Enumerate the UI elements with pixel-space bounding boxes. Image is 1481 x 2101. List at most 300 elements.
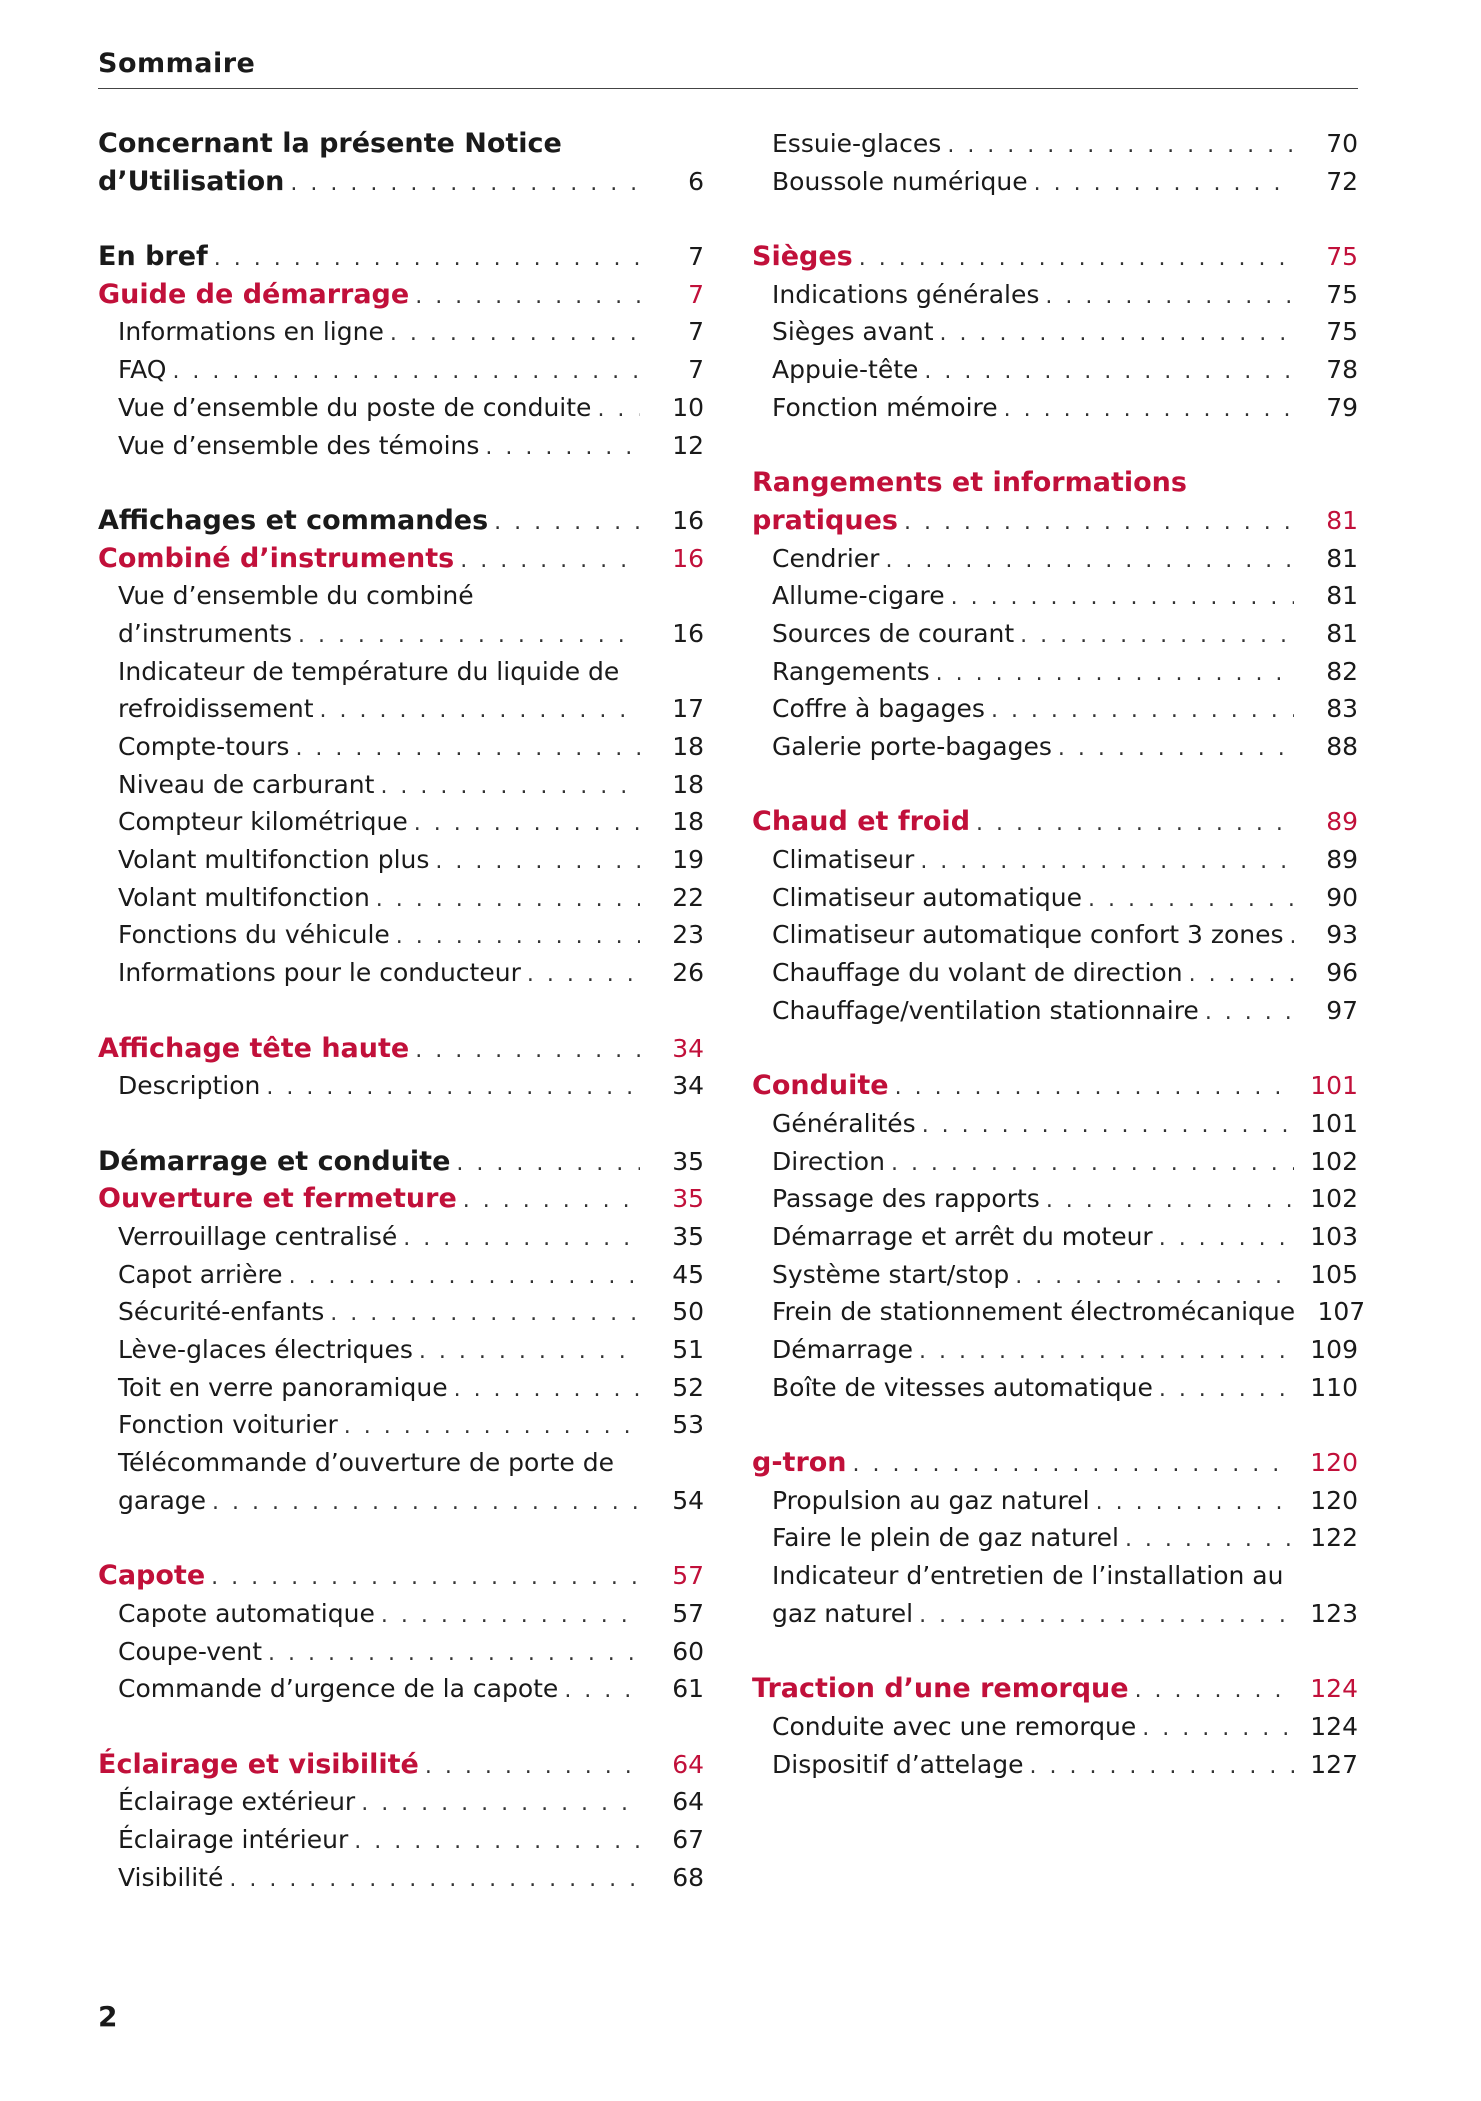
toc-entry-continued-concernant-la-presente-notice[interactable] xyxy=(98,125,704,163)
toc-page-number: 72 xyxy=(1326,166,1358,196)
dot-leader xyxy=(1088,881,1294,919)
dot-leader xyxy=(1046,1182,1294,1220)
toc-entry-continued-rangements-et-informations[interactable] xyxy=(752,464,1358,502)
dot-leader xyxy=(320,692,640,730)
toc-entry-conduite-avec-une-remorque[interactable] xyxy=(752,1708,1358,1746)
dot-leader xyxy=(895,1069,1294,1107)
toc-entry-label: Capote xyxy=(98,1560,206,1592)
toc-entry-eclairage-interieur[interactable] xyxy=(98,1821,704,1859)
dot-leader xyxy=(380,768,640,806)
toc-page-number: 105 xyxy=(1310,1259,1358,1289)
toc-entry-label: Climatiseur automatique xyxy=(772,882,1083,912)
toc-entry-label: Description xyxy=(118,1071,261,1101)
dot-leader xyxy=(435,843,640,881)
toc-entry-indications-generales[interactable] xyxy=(752,276,1358,314)
dot-leader xyxy=(494,504,640,542)
section-gap xyxy=(98,464,704,502)
toc-entry-faire-le-plein-de-gaz-naturel[interactable] xyxy=(752,1519,1358,1557)
toc-entry-passage-des-rapports[interactable] xyxy=(752,1180,1358,1218)
toc-entry-label: Chauffage/ventilation stationnaire xyxy=(772,995,1199,1025)
toc-entry-label: Conduite xyxy=(752,1070,889,1102)
dot-leader xyxy=(1159,1220,1294,1258)
toc-page-number: 50 xyxy=(672,1297,704,1327)
toc-page-number: 89 xyxy=(1326,845,1358,875)
toc-entry-demarrage-et-arret-du-moteur[interactable] xyxy=(752,1218,1358,1256)
toc-entry-volant-multifonction-plus[interactable] xyxy=(98,841,704,879)
dot-leader xyxy=(172,353,640,391)
toc-page-number: 16 xyxy=(672,505,704,535)
dot-leader xyxy=(456,1145,640,1183)
toc-entry-label: pratiques xyxy=(752,504,898,536)
toc-entry-label: g-tron xyxy=(752,1447,847,1479)
toc-entry-label: d’instruments xyxy=(118,618,292,648)
dot-leader xyxy=(1142,1710,1294,1748)
toc-entry-refroidissement[interactable] xyxy=(98,690,704,728)
toc-entry-en-bref[interactable] xyxy=(98,238,704,276)
toc-entry-label: Boussole numérique xyxy=(772,166,1028,196)
section-gap xyxy=(98,200,704,238)
toc-entry-label: Concernant la présente Notice xyxy=(98,128,562,159)
dot-leader xyxy=(891,1145,1294,1183)
toc-entry-label: Indications générales xyxy=(772,279,1040,309)
toc-entry-fonctions-du-vehicule[interactable] xyxy=(98,916,704,954)
toc-entry-chauffage-du-volant-de-direction[interactable] xyxy=(752,954,1358,992)
dot-leader xyxy=(1205,994,1294,1032)
toc-entry-label: Traction d’une remorque xyxy=(752,1673,1129,1705)
toc-page-number: 75 xyxy=(1326,242,1358,272)
toc-page-number: 123 xyxy=(1310,1598,1358,1628)
toc-page-number: 23 xyxy=(672,920,704,950)
toc-entry-g-tron[interactable] xyxy=(752,1444,1358,1482)
page-header-title: Sommaire xyxy=(98,48,256,79)
dot-leader xyxy=(415,278,640,316)
toc-entry-label: Éclairage et visibilité xyxy=(98,1748,419,1780)
toc-entry-ouverture-et-fermeture[interactable] xyxy=(98,1180,704,1218)
toc-page-number: 35 xyxy=(672,1184,704,1214)
toc-entry-dispositif-d-attelage[interactable] xyxy=(752,1746,1358,1784)
dot-leader xyxy=(460,542,640,580)
toc-entry-systeme-start-stop[interactable] xyxy=(752,1256,1358,1294)
toc-page-number: 67 xyxy=(672,1824,704,1854)
toc-entry-label: Guide de démarrage xyxy=(98,278,410,310)
toc-page-number: 79 xyxy=(1326,392,1358,422)
dot-leader xyxy=(924,353,1294,391)
dot-leader xyxy=(214,240,640,278)
toc-entry-label: Vue d’ensemble du poste de conduite xyxy=(118,392,592,422)
toc-entry-visibilite[interactable] xyxy=(98,1859,704,1897)
toc-entry-label: Sièges xyxy=(752,241,853,273)
toc-entry-coffre-a-bagages[interactable] xyxy=(752,690,1358,728)
dot-leader xyxy=(1290,918,1295,956)
toc-entry-eclairage-et-visibilite[interactable] xyxy=(98,1746,704,1784)
toc-page-number: 101 xyxy=(1310,1071,1358,1101)
dot-leader xyxy=(415,1032,640,1070)
toc-page-number: 51 xyxy=(672,1335,704,1364)
toc-page-number: 81 xyxy=(1326,618,1358,648)
dot-leader xyxy=(947,127,1294,165)
toc-entry-cendrier[interactable] xyxy=(752,540,1358,578)
toc-entry-label: Lève-glaces électriques xyxy=(118,1335,413,1364)
dot-leader xyxy=(268,1635,640,1673)
toc-entry-label: Fonction mémoire xyxy=(772,392,998,422)
toc-page-number: 64 xyxy=(672,1749,704,1779)
toc-entry-commande-d-urgence-de-la-capote[interactable] xyxy=(98,1670,704,1708)
dot-leader xyxy=(853,1446,1294,1484)
toc-entry-label: Faire le plein de gaz naturel xyxy=(772,1523,1119,1553)
toc-entry-generalites[interactable] xyxy=(752,1105,1358,1143)
dot-leader xyxy=(919,1333,1294,1371)
toc-entry-label: Propulsion au gaz naturel xyxy=(772,1485,1090,1515)
toc-entry-label: Vue d’ensemble du combiné xyxy=(118,581,474,611)
toc-page-number: 22 xyxy=(672,882,704,912)
dot-leader xyxy=(919,1597,1294,1635)
toc-entry-compte-tours[interactable] xyxy=(98,728,704,766)
dot-leader xyxy=(1125,1521,1294,1559)
toc-page-number: 34 xyxy=(672,1033,704,1063)
dot-leader xyxy=(1030,1748,1295,1786)
dot-leader xyxy=(991,692,1294,730)
section-gap xyxy=(98,1519,704,1557)
toc-page-number: 102 xyxy=(1310,1146,1358,1176)
dot-leader xyxy=(454,1371,640,1409)
toc-entry-informations-pour-le-conducteur[interactable] xyxy=(98,954,704,992)
toc-entry-label: Informations pour le conducteur xyxy=(118,958,521,988)
toc-entry-boussole-numerique[interactable] xyxy=(752,163,1358,201)
toc-entry-climatiseur[interactable] xyxy=(752,841,1358,879)
toc-page-number: 16 xyxy=(672,618,704,648)
toc-entry-capote-automatique[interactable] xyxy=(98,1595,704,1633)
toc-entry-boite-de-vitesses-automatique[interactable] xyxy=(752,1369,1358,1407)
toc-entry-label: Rangements xyxy=(772,656,930,686)
dot-leader xyxy=(1135,1672,1294,1710)
section-gap xyxy=(98,1708,704,1746)
section-gap xyxy=(752,766,1358,804)
toc-page-number: 120 xyxy=(1310,1485,1358,1515)
toc-entry-traction-d-une-remorque[interactable] xyxy=(752,1670,1358,1708)
dot-leader xyxy=(344,1408,640,1446)
toc-entry-climatiseur-automatique[interactable] xyxy=(752,879,1358,917)
toc-page-number: 12 xyxy=(672,430,704,460)
toc-entry-label: Passage des rapports xyxy=(772,1184,1040,1214)
dot-leader xyxy=(266,1069,640,1107)
toc-page-number: 7 xyxy=(688,279,704,309)
toc-page-number: 7 xyxy=(688,355,704,385)
dot-leader xyxy=(951,579,1294,617)
toc-entry-label: Informations en ligne xyxy=(118,317,384,347)
toc-entry-faq[interactable] xyxy=(98,351,704,389)
toc-entry-vue-d-ensemble-des-temoins[interactable] xyxy=(98,427,704,465)
toc-entry-d-instruments[interactable] xyxy=(98,615,704,653)
toc-column-left xyxy=(98,125,704,1896)
toc-entry-label: Visibilité xyxy=(118,1862,224,1892)
dot-leader xyxy=(564,1672,640,1710)
toc-page-number: 101 xyxy=(1310,1108,1358,1138)
page-number: 2 xyxy=(98,2000,118,2033)
toc-entry-combine-d-instruments[interactable] xyxy=(98,540,704,578)
toc-page-number: 90 xyxy=(1326,882,1358,912)
toc-entry-label: Éclairage extérieur xyxy=(118,1787,356,1817)
toc-entry-label: Ouverture et fermeture xyxy=(98,1183,457,1215)
toc-entry-label: Niveau de carburant xyxy=(118,769,375,799)
toc-entry-label: Sources de courant xyxy=(772,618,1015,648)
dot-leader xyxy=(485,429,640,467)
toc-entry-capote[interactable] xyxy=(98,1557,704,1595)
toc-entry-conduite[interactable] xyxy=(752,1067,1358,1105)
toc-entry-volant-multifonction[interactable] xyxy=(98,879,704,917)
toc-entry-toit-en-verre-panoramique[interactable] xyxy=(98,1369,704,1407)
toc-page-number: 88 xyxy=(1326,732,1358,761)
toc-entry-label: Fonctions du véhicule xyxy=(118,920,390,950)
toc-entry-label: Capot arrière xyxy=(118,1259,283,1289)
toc-entry-label: Compteur kilométrique xyxy=(118,807,408,837)
toc-entry-continued-indicateur-d-entretien-de-l-installation-au[interactable] xyxy=(752,1557,1358,1595)
toc-entry-label: Affichage tête haute xyxy=(98,1032,410,1064)
toc-entry-gaz-naturel[interactable] xyxy=(752,1595,1358,1633)
toc-entry-label: Essuie-glaces xyxy=(772,129,942,158)
toc-entry-label: Indicateur d’entretien de l’installation au xyxy=(772,1561,1284,1591)
toc-entry-label: En bref xyxy=(98,241,208,273)
toc-entry-label: Fonction voiturier xyxy=(118,1410,338,1440)
dot-leader xyxy=(414,805,640,843)
toc-entry-propulsion-au-gaz-naturel[interactable] xyxy=(752,1482,1358,1520)
toc-page-number: 124 xyxy=(1310,1674,1358,1704)
dot-leader xyxy=(289,1258,640,1296)
dot-leader xyxy=(425,1748,640,1786)
toc-entry-frein-de-stationnement-electromecanique[interactable] xyxy=(752,1293,1366,1331)
dot-leader xyxy=(1096,1484,1294,1522)
toc-entry-climatiseur-automatique-confort-3-zones[interactable] xyxy=(752,916,1358,954)
toc-entry-demarrage-et-conduite[interactable] xyxy=(98,1143,704,1181)
toc-entry-essuie-glaces[interactable] xyxy=(752,125,1358,163)
dot-leader xyxy=(390,315,640,353)
toc-entry-label: Volant multifonction xyxy=(118,882,370,912)
toc-entry-niveau-de-carburant[interactable] xyxy=(98,766,704,804)
toc-page-number: 34 xyxy=(672,1071,704,1101)
dot-leader xyxy=(527,956,640,994)
toc-page-number: 70 xyxy=(1326,129,1358,158)
dot-leader xyxy=(403,1220,640,1258)
header-divider xyxy=(98,88,1358,89)
dot-leader xyxy=(419,1333,640,1371)
toc-page-number: 17 xyxy=(672,694,704,724)
toc-entry-label: Démarrage et conduite xyxy=(98,1145,451,1177)
dot-leader xyxy=(1058,730,1294,768)
dot-leader xyxy=(211,1559,640,1597)
toc-entry-affichages-et-commandes[interactable] xyxy=(98,502,704,540)
toc-page-number: 45 xyxy=(672,1259,704,1289)
toc-entry-label: Conduite avec une remorque xyxy=(772,1711,1137,1741)
toc-page-number: 16 xyxy=(672,543,704,573)
toc-entry-leve-glaces-electriques[interactable] xyxy=(98,1331,704,1369)
section-gap xyxy=(98,992,704,1030)
toc-page-number: 81 xyxy=(1326,543,1358,573)
toc-page-number: 127 xyxy=(1310,1749,1358,1779)
dot-leader xyxy=(885,542,1294,580)
toc-entry-rangements[interactable] xyxy=(752,653,1358,691)
toc-entry-vue-d-ensemble-du-poste-de-conduite[interactable] xyxy=(98,389,704,427)
toc-entry-label: Galerie porte-bagages xyxy=(772,732,1052,761)
toc-page-number: 89 xyxy=(1326,807,1358,837)
toc-entry-label: Combiné d’instruments xyxy=(98,542,455,574)
toc-entry-galerie-porte-bagages[interactable] xyxy=(752,728,1358,766)
toc-entry-label: Capote automatique xyxy=(118,1598,375,1628)
toc-entry-label: Coupe-vent xyxy=(118,1636,263,1666)
dot-leader xyxy=(1034,165,1294,203)
toc-entry-continued-indicateur-de-temperature-du-liquide-de[interactable] xyxy=(98,653,704,691)
toc-page-number: 102 xyxy=(1310,1184,1358,1214)
toc-entry-label: Coffre à bagages xyxy=(772,694,985,724)
toc-page-number: 6 xyxy=(688,166,704,196)
dot-leader xyxy=(1020,617,1294,655)
toc-entry-appuie-tete[interactable] xyxy=(752,351,1358,389)
section-gap xyxy=(752,427,1358,465)
toc-entry-label: Télécommande d’ouverture de porte de xyxy=(118,1448,614,1478)
toc-entry-affichage-tete-haute[interactable] xyxy=(98,1030,704,1068)
toc-entry-label: Allume-cigare xyxy=(772,581,945,611)
toc-page-number: 75 xyxy=(1326,279,1358,309)
dot-leader xyxy=(597,391,640,429)
toc-entry-allume-cigare[interactable] xyxy=(752,577,1358,615)
toc-page-number: 75 xyxy=(1326,317,1358,347)
toc-entry-sources-de-courant[interactable] xyxy=(752,615,1358,653)
toc-entry-label: d’Utilisation xyxy=(98,165,285,197)
toc-page-number: 97 xyxy=(1326,995,1358,1025)
toc-entry-chaud-et-froid[interactable] xyxy=(752,803,1358,841)
dot-leader xyxy=(298,617,640,655)
toc-page-number: 18 xyxy=(672,732,704,761)
toc-page-number: 57 xyxy=(672,1598,704,1628)
toc-entry-label: Toit en verre panoramique xyxy=(118,1372,448,1402)
toc-entry-sieges-avant[interactable] xyxy=(752,313,1358,351)
toc-page-number: 19 xyxy=(672,845,704,875)
toc-page-number: 26 xyxy=(672,958,704,988)
section-gap xyxy=(752,1406,1358,1444)
toc-page-number: 64 xyxy=(672,1787,704,1817)
dot-leader xyxy=(396,918,640,956)
toc-entry-capot-arriere[interactable] xyxy=(98,1256,704,1294)
toc-entry-coupe-vent[interactable] xyxy=(98,1633,704,1671)
toc-entry-label: Chauffage du volant de direction xyxy=(772,958,1183,988)
dot-leader xyxy=(229,1861,640,1899)
toc-entry-sieges[interactable] xyxy=(752,238,1358,276)
toc-page-number: 68 xyxy=(672,1862,704,1892)
toc-entry-chauffage-ventilation-stationnaire[interactable] xyxy=(752,992,1358,1030)
toc-entry-label: Climatiseur automatique confort 3 zones xyxy=(772,920,1284,950)
toc-entry-continued-vue-d-ensemble-du-combine[interactable] xyxy=(98,577,704,615)
toc-page-number: 52 xyxy=(672,1372,704,1402)
toc-entry-label: Verrouillage centralisé xyxy=(118,1221,398,1251)
toc-entry-pratiques[interactable] xyxy=(752,502,1358,540)
dot-leader xyxy=(463,1182,640,1220)
toc-page-number: 109 xyxy=(1310,1335,1358,1364)
toc-page-number: 110 xyxy=(1310,1372,1358,1402)
dot-leader xyxy=(354,1823,640,1861)
toc-page-number: 93 xyxy=(1326,920,1358,950)
toc-entry-verrouillage-centralise[interactable] xyxy=(98,1218,704,1256)
toc-page-number: 81 xyxy=(1326,505,1358,535)
toc-entry-label: Généralités xyxy=(772,1108,916,1138)
section-gap xyxy=(98,1105,704,1143)
toc-entry-label: Direction xyxy=(772,1146,885,1176)
toc-entry-label: Système start/stop xyxy=(772,1259,1010,1289)
toc-entry-label: Démarrage xyxy=(772,1335,913,1364)
dot-leader xyxy=(940,315,1295,353)
dot-leader xyxy=(904,504,1294,542)
dot-leader xyxy=(1189,956,1294,994)
toc-entry-label: FAQ xyxy=(118,355,167,385)
toc-page-number: 18 xyxy=(672,807,704,837)
toc-entry-label: Sièges avant xyxy=(772,317,934,347)
toc-entry-eclairage-exterieur[interactable] xyxy=(98,1783,704,1821)
toc-entry-compteur-kilometrique[interactable] xyxy=(98,803,704,841)
toc-entry-label: Démarrage et arrêt du moteur xyxy=(772,1221,1153,1251)
dot-leader xyxy=(381,1597,640,1635)
toc-page-number: 10 xyxy=(672,392,704,422)
toc-entry-direction[interactable] xyxy=(752,1143,1358,1181)
toc-entry-continued-telecommande-d-ouverture-de-porte-de[interactable] xyxy=(98,1444,704,1482)
toc-page-number: 96 xyxy=(1326,958,1358,988)
toc-page-number: 61 xyxy=(672,1674,704,1704)
toc-entry-description[interactable] xyxy=(98,1067,704,1105)
toc-entry-label: refroidissement xyxy=(118,694,314,724)
dot-leader xyxy=(1045,278,1294,316)
dot-leader xyxy=(361,1785,640,1823)
toc-page-number: 81 xyxy=(1326,581,1358,611)
toc-entry-label: Chaud et froid xyxy=(752,806,971,838)
toc-entry-label: Appuie-tête xyxy=(772,355,919,385)
toc-page-number: 103 xyxy=(1310,1221,1358,1251)
toc-entry-fonction-voiturier[interactable] xyxy=(98,1406,704,1444)
toc-entry-label: Dispositif d’attelage xyxy=(772,1749,1024,1779)
toc-entry-label: Volant multifonction plus xyxy=(118,845,430,875)
toc-entry-label: Sécurité-enfants xyxy=(118,1297,325,1327)
toc-entry-label: Rangements et informations xyxy=(752,467,1187,499)
toc-entry-guide-de-demarrage[interactable] xyxy=(98,276,704,314)
toc-entry-demarrage[interactable] xyxy=(752,1331,1358,1369)
toc-entry-informations-en-ligne[interactable] xyxy=(98,313,704,351)
dot-leader xyxy=(330,1295,640,1333)
toc-page-number: 83 xyxy=(1326,694,1358,724)
toc-entry-label: Indicateur de température du liquide de xyxy=(118,656,620,686)
toc-entry-label: Commande d’urgence de la capote xyxy=(118,1674,559,1704)
toc-entry-fonction-memoire[interactable] xyxy=(752,389,1358,427)
toc-page-number: 18 xyxy=(672,769,704,799)
toc-page-number: 82 xyxy=(1326,656,1358,686)
dot-leader xyxy=(295,730,640,768)
dot-leader xyxy=(1004,391,1294,429)
toc-page-number: 60 xyxy=(672,1636,704,1666)
toc-page-number: 35 xyxy=(672,1221,704,1251)
toc-page-number: 122 xyxy=(1310,1523,1358,1553)
toc-entry-label: Affichages et commandes xyxy=(98,504,489,536)
toc-page-number: 35 xyxy=(672,1146,704,1176)
toc-page-number: 57 xyxy=(672,1561,704,1591)
toc-entry-label: Cendrier xyxy=(772,543,880,573)
toc-page-number: 124 xyxy=(1310,1711,1358,1741)
toc-page-number: 53 xyxy=(672,1410,704,1440)
toc-entry-d-utilisation[interactable] xyxy=(98,163,704,201)
toc-page-number: 120 xyxy=(1310,1448,1358,1478)
toc-entry-label: garage xyxy=(118,1485,207,1515)
toc-entry-securite-enfants[interactable] xyxy=(98,1293,704,1331)
toc-page-number: 78 xyxy=(1326,355,1358,385)
toc-entry-label: Frein de stationnement électromécanique xyxy=(772,1297,1296,1327)
dot-leader xyxy=(212,1484,640,1522)
toc-entry-garage[interactable] xyxy=(98,1482,704,1520)
toc-page-number: 7 xyxy=(688,242,704,272)
dot-leader xyxy=(859,240,1294,278)
toc-page-number: 7 xyxy=(688,317,704,347)
